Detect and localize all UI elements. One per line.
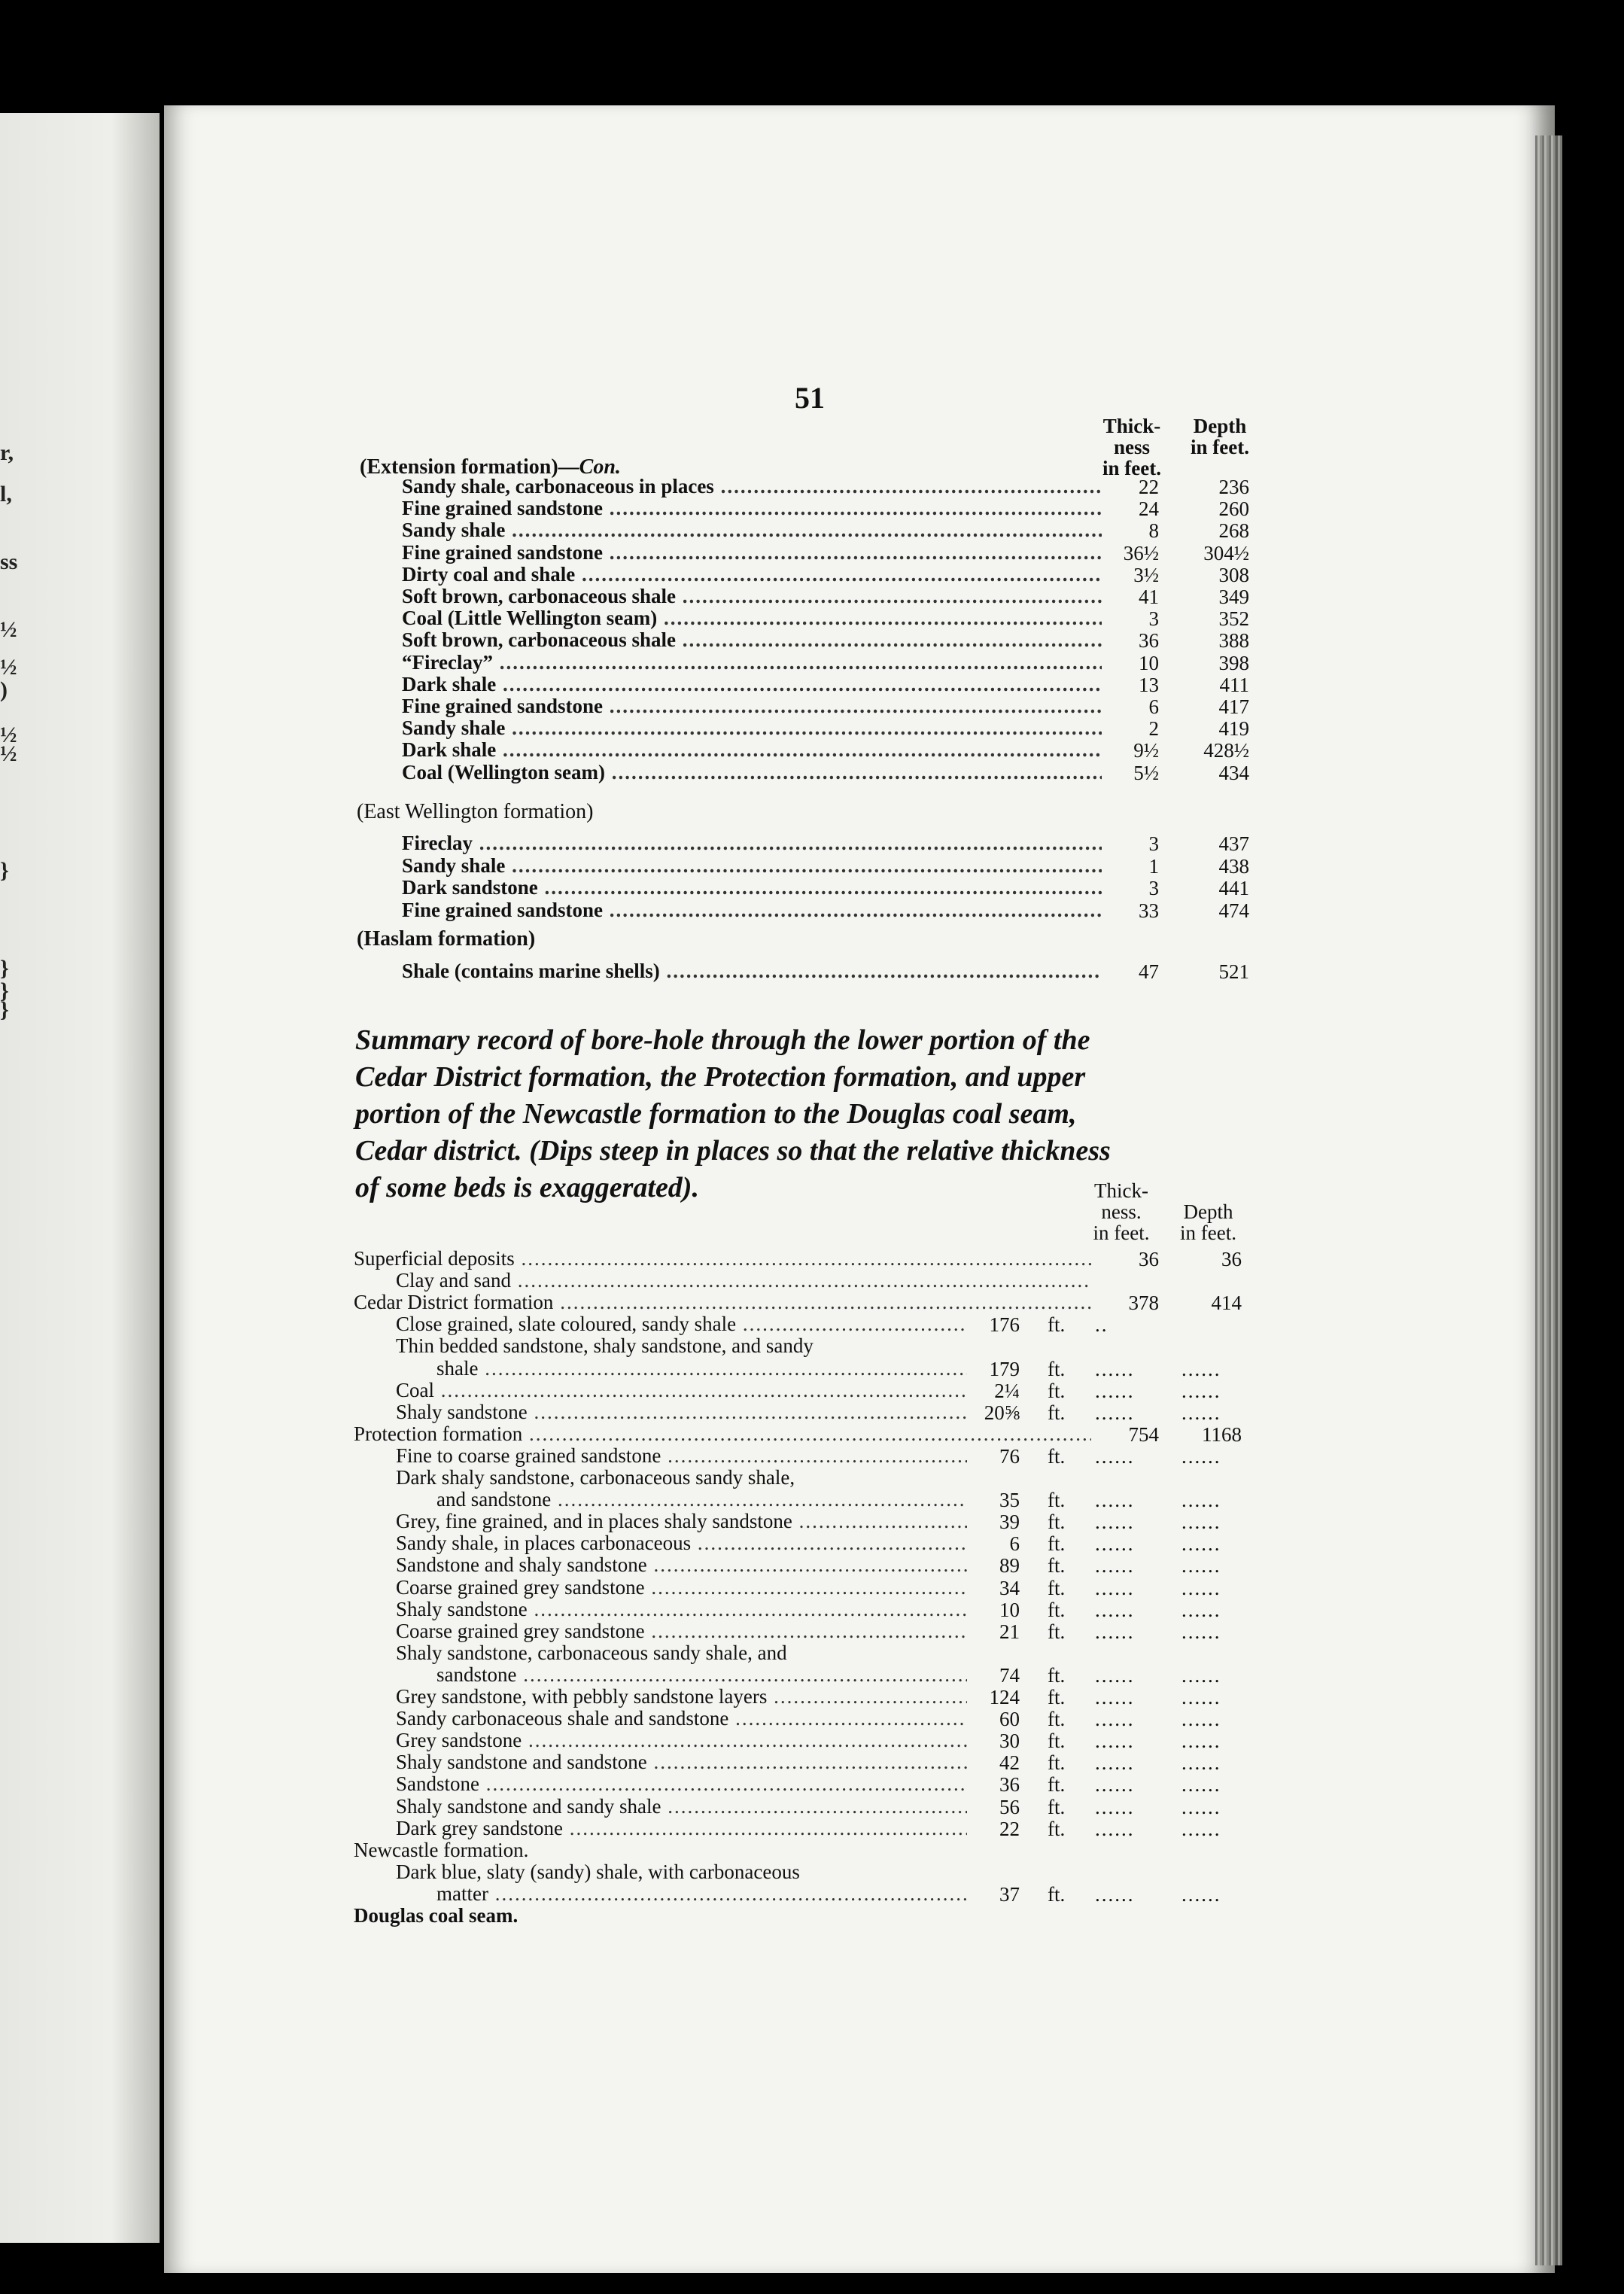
row-label: Sandy shale ..... xyxy=(402,519,1102,541)
row-label: Dark grey sandstone ..... xyxy=(396,1818,967,1839)
table-row xyxy=(396,1751,967,1773)
table-row xyxy=(396,1796,967,1818)
thickness-column-header: Thick- xyxy=(1102,415,1161,437)
sub-thickness-value: 34 xyxy=(999,1576,1020,1599)
table-row xyxy=(354,1248,1091,1270)
depth-value: ...... xyxy=(1182,1708,1221,1731)
depth-value: 349 xyxy=(1218,586,1249,608)
table-row xyxy=(396,1554,967,1576)
row-label: Grey sandstone ..... xyxy=(396,1730,967,1751)
feet-unit: ft. xyxy=(1048,1773,1066,1797)
sub-thickness-value: 76 xyxy=(999,1444,1020,1468)
table-row-label: Douglas coal seam. xyxy=(354,1904,519,1927)
extension-row xyxy=(402,519,1102,541)
feet-unit: ft. xyxy=(1048,1751,1066,1775)
table-row xyxy=(396,1686,967,1708)
thickness-value: ...... xyxy=(1095,1598,1135,1621)
left-page-fragment: ½ xyxy=(0,741,17,766)
left-page-fragment: ) xyxy=(0,677,8,702)
feet-unit: ft. xyxy=(1048,1444,1066,1468)
table-row xyxy=(436,1489,967,1511)
depth-value: ...... xyxy=(1182,1357,1221,1380)
left-page-edge xyxy=(0,113,160,2243)
row-label: Coarse grained grey sandstone ..... xyxy=(396,1620,967,1642)
row-label: shale ..... xyxy=(436,1358,967,1380)
depth-value: 434 xyxy=(1218,761,1249,784)
thickness-value: 36 xyxy=(1139,629,1159,653)
row-label: Clay and sand ..... xyxy=(396,1270,1091,1292)
depth-value: ...... xyxy=(1182,1444,1221,1468)
row-label: Coal ..... xyxy=(396,1380,967,1401)
table-row xyxy=(436,1358,967,1380)
haslam-row xyxy=(402,960,1102,982)
thickness-value: ...... xyxy=(1095,1686,1135,1708)
thickness-value: 378 xyxy=(1128,1292,1159,1315)
thickness-value: 8 xyxy=(1148,519,1159,543)
feet-unit: ft. xyxy=(1048,1576,1066,1599)
row-label: Dark sandstone ..... xyxy=(402,877,1102,899)
summary-line: Cedar district. (Dips steep in places so that the relative thickness xyxy=(355,1135,1111,1167)
row-label: Fine grained sandstone ..... xyxy=(402,695,1102,717)
table-row-label: Newcastle formation. xyxy=(354,1838,529,1861)
sub-thickness-value: 37 xyxy=(999,1882,1020,1906)
left-page-fragment: } xyxy=(0,956,9,981)
row-label: Protection formation ..... xyxy=(354,1423,1091,1445)
row-label: Fine to coarse grained sandstone ..... xyxy=(396,1445,967,1467)
depth-value: 414 xyxy=(1211,1292,1242,1315)
summary-line: portion of the Newcastle formation to the Douglas coal seam, xyxy=(355,1098,1077,1130)
thickness-value: ...... xyxy=(1095,1511,1135,1534)
thickness-value: ...... xyxy=(1095,1554,1135,1578)
thickness-value: 41 xyxy=(1139,586,1159,608)
depth-value: 304½ xyxy=(1203,541,1249,564)
row-label: Sandy carbonaceous shale and sandstone ..... xyxy=(396,1708,967,1730)
thickness-value: ...... xyxy=(1095,1751,1135,1775)
thickness-column-header: in feet. xyxy=(1093,1222,1150,1244)
depth-value: 441 xyxy=(1218,877,1249,899)
left-page-fragment: l, xyxy=(0,482,12,507)
thickness-value: ...... xyxy=(1095,1817,1135,1840)
table-row xyxy=(396,1270,1091,1292)
left-page-fragment: ½ xyxy=(0,617,17,642)
feet-unit: ft. xyxy=(1048,1511,1066,1534)
sub-thickness-value: 20⅝ xyxy=(984,1401,1020,1424)
thickness-value: 47 xyxy=(1139,960,1159,983)
feet-unit: ft. xyxy=(1048,1379,1066,1402)
row-label: Close grained, slate coloured, sandy shale ..... xyxy=(396,1313,967,1335)
row-label: Fine grained sandstone ..... xyxy=(402,899,1102,921)
row-label: Dark shale ..... xyxy=(402,739,1102,761)
thickness-value: 22 xyxy=(1139,476,1159,498)
feet-unit: ft. xyxy=(1048,1532,1066,1556)
row-label: Coarse grained grey sandstone ..... xyxy=(396,1577,967,1599)
feet-unit: ft. xyxy=(1048,1686,1066,1708)
row-label: Grey, fine grained, and in places shaly sandstone ..... xyxy=(396,1511,967,1532)
sub-thickness-value: 22 xyxy=(999,1817,1020,1840)
sub-thickness-value: 56 xyxy=(999,1795,1020,1818)
extension-row xyxy=(402,739,1102,761)
row-label: Sandstone ..... xyxy=(396,1773,967,1795)
table-row xyxy=(396,1730,967,1751)
row-label: Sandy shale, in places carbonaceous ..... xyxy=(396,1532,967,1554)
depth-value: 428½ xyxy=(1203,739,1249,762)
extension-row xyxy=(402,476,1102,497)
feet-unit: ft. xyxy=(1048,1708,1066,1731)
depth-value: 417 xyxy=(1218,695,1249,718)
depth-value: 36 xyxy=(1221,1248,1242,1270)
east-wellington-row xyxy=(402,899,1102,921)
thickness-value: 33 xyxy=(1139,899,1159,922)
table-row xyxy=(396,1532,967,1554)
depth-value: ...... xyxy=(1182,1730,1221,1753)
row-label: Dark shale ..... xyxy=(402,674,1102,695)
left-page-fragment: ½ xyxy=(0,723,17,747)
row-label: Sandstone and shaly sandstone ..... xyxy=(396,1554,967,1576)
thickness-value: ...... xyxy=(1095,1401,1135,1424)
table-row-label: Dark shaly sandstone, carbonaceous sandy shale, xyxy=(396,1466,795,1489)
sub-thickness-value: 74 xyxy=(999,1663,1020,1687)
thickness-value: ...... xyxy=(1095,1663,1135,1687)
thickness-value: ...... xyxy=(1095,1795,1135,1818)
table-row xyxy=(396,1599,967,1620)
table-row xyxy=(354,1423,1091,1445)
table-row-label: Dark blue, slaty (sandy) shale, with carbonaceous xyxy=(396,1860,800,1883)
row-label: Fine grained sandstone ..... xyxy=(402,542,1102,564)
thickness-value: ...... xyxy=(1095,1489,1135,1512)
left-page-fragment: } xyxy=(0,978,9,1003)
thickness-value: ...... xyxy=(1095,1882,1135,1906)
extension-row xyxy=(402,542,1102,564)
sub-thickness-value: 10 xyxy=(999,1598,1020,1621)
left-page-fragment: ½ xyxy=(0,655,17,680)
east-wellington-row xyxy=(402,877,1102,899)
thickness-value: .. xyxy=(1095,1313,1109,1337)
thickness-value: 10 xyxy=(1139,651,1159,674)
table-row xyxy=(396,1445,967,1467)
row-label: sandstone ..... xyxy=(436,1664,967,1686)
thickness-value: 3½ xyxy=(1133,563,1159,586)
depth-value: ...... xyxy=(1182,1576,1221,1599)
thickness-value: 13 xyxy=(1139,673,1159,696)
depth-column-header: Depth xyxy=(1193,415,1247,437)
depth-value: ...... xyxy=(1182,1511,1221,1534)
depth-value: ...... xyxy=(1182,1882,1221,1906)
page-number: 51 xyxy=(795,381,825,415)
thickness-value: ...... xyxy=(1095,1357,1135,1380)
thickness-value: 36½ xyxy=(1123,541,1159,564)
row-label: “Fireclay” ..... xyxy=(402,652,1102,674)
table-row xyxy=(354,1292,1091,1313)
row-label: Soft brown, carbonaceous shale ..... xyxy=(402,586,1102,607)
thickness-value: ...... xyxy=(1095,1620,1135,1643)
extension-row xyxy=(402,629,1102,651)
thickness-value: ...... xyxy=(1095,1444,1135,1468)
table-row xyxy=(396,1511,967,1532)
row-label: Sandy shale ..... xyxy=(402,855,1102,877)
depth-value: 236 xyxy=(1218,476,1249,498)
sub-thickness-value: 179 xyxy=(989,1357,1020,1380)
sub-thickness-value: 35 xyxy=(999,1489,1020,1512)
depth-value: ...... xyxy=(1182,1663,1221,1687)
section-heading-haslam: (Haslam formation) xyxy=(357,927,536,951)
depth-column-header: in feet. xyxy=(1191,436,1249,458)
extension-row xyxy=(402,497,1102,519)
row-label: Coal (Wellington seam) ..... xyxy=(402,762,1102,783)
depth-value: 438 xyxy=(1218,854,1249,878)
depth-value: 411 xyxy=(1219,673,1249,696)
sub-thickness-value: 89 xyxy=(999,1554,1020,1578)
thickness-value: 2 xyxy=(1148,717,1159,741)
row-label: Fine grained sandstone ..... xyxy=(402,497,1102,519)
section-heading-extension: (Extension formation)—Con. xyxy=(360,455,621,479)
table-row xyxy=(396,1380,967,1401)
extension-row xyxy=(402,762,1102,783)
thickness-column-header: in feet. xyxy=(1102,457,1161,479)
depth-value: ...... xyxy=(1182,1598,1221,1621)
row-label: Cedar District formation ..... xyxy=(354,1292,1091,1313)
east-wellington-row xyxy=(402,832,1102,854)
extension-row xyxy=(402,564,1102,586)
thickness-value: 5½ xyxy=(1133,761,1159,784)
row-label: Sandy shale, carbonaceous in places ..... xyxy=(402,476,1102,497)
depth-value: ...... xyxy=(1182,1795,1221,1818)
feet-unit: ft. xyxy=(1048,1663,1066,1687)
row-label: matter ..... xyxy=(436,1883,967,1905)
thickness-column-header: ness xyxy=(1113,436,1150,458)
depth-value: 419 xyxy=(1218,717,1249,741)
row-label: Shaly sandstone and sandy shale ..... xyxy=(396,1796,967,1818)
row-label: Shaly sandstone ..... xyxy=(396,1599,967,1620)
extension-row xyxy=(402,674,1102,695)
depth-value: ...... xyxy=(1182,1379,1221,1402)
sub-thickness-value: 36 xyxy=(999,1773,1020,1797)
thickness-value: ...... xyxy=(1095,1773,1135,1797)
depth-value: ...... xyxy=(1182,1554,1221,1578)
depth-value: 474 xyxy=(1218,899,1249,922)
table-row xyxy=(396,1708,967,1730)
feet-unit: ft. xyxy=(1048,1817,1066,1840)
depth-value: 388 xyxy=(1218,629,1249,653)
feet-unit: ft. xyxy=(1048,1795,1066,1818)
depth-value: ...... xyxy=(1182,1686,1221,1708)
feet-unit: ft. xyxy=(1048,1730,1066,1753)
feet-unit: ft. xyxy=(1048,1401,1066,1424)
thickness-value: ...... xyxy=(1095,1532,1135,1556)
depth-value: ...... xyxy=(1182,1532,1221,1556)
extension-row xyxy=(402,717,1102,739)
extension-row xyxy=(402,607,1102,629)
table-row xyxy=(396,1577,967,1599)
table-row xyxy=(396,1401,967,1423)
thickness-value: 3 xyxy=(1148,877,1159,899)
depth-value: 398 xyxy=(1218,651,1249,674)
sub-thickness-value: 2¼ xyxy=(994,1379,1020,1402)
summary-line: Summary record of bore-hole through the lower portion of the xyxy=(355,1024,1090,1056)
sub-thickness-value: 124 xyxy=(989,1686,1020,1708)
depth-value: ...... xyxy=(1182,1620,1221,1643)
continued-abbrev: Con. xyxy=(579,455,621,479)
row-label: Shale (contains marine shells) ..... xyxy=(402,960,1102,982)
table-row xyxy=(396,1313,967,1335)
thickness-value: 6 xyxy=(1148,695,1159,718)
depth-column-header: Depth xyxy=(1183,1200,1233,1223)
row-label: and sandstone ..... xyxy=(436,1489,967,1511)
table-row xyxy=(396,1620,967,1642)
summary-line: of some beds is exaggerated). xyxy=(355,1172,699,1203)
feet-unit: ft. xyxy=(1048,1882,1066,1906)
thickness-column-header: ness. xyxy=(1101,1200,1142,1223)
depth-value: ...... xyxy=(1182,1817,1221,1840)
extension-row xyxy=(402,695,1102,717)
thickness-value: ...... xyxy=(1095,1730,1135,1753)
extension-row xyxy=(402,586,1102,607)
depth-value: 521 xyxy=(1218,960,1249,983)
table-row xyxy=(396,1773,967,1795)
table-row xyxy=(396,1818,967,1839)
feet-unit: ft. xyxy=(1048,1357,1066,1380)
depth-value: 308 xyxy=(1218,563,1249,586)
depth-value: ...... xyxy=(1182,1489,1221,1512)
feet-unit: ft. xyxy=(1048,1554,1066,1578)
depth-value: 1168 xyxy=(1202,1422,1242,1446)
depth-value: 260 xyxy=(1218,497,1249,521)
table-row-label: Shaly sandstone, carbonaceous sandy shale, and xyxy=(396,1641,787,1664)
thickness-value: 24 xyxy=(1139,497,1159,521)
thickness-column-header: Thick- xyxy=(1094,1179,1148,1202)
depth-value: ...... xyxy=(1182,1401,1221,1424)
thickness-value: ...... xyxy=(1095,1379,1135,1402)
sub-thickness-value: 42 xyxy=(999,1751,1020,1775)
row-label: Superficial deposits ..... xyxy=(354,1248,1091,1270)
row-label: Fireclay ..... xyxy=(402,832,1102,854)
thickness-value: ...... xyxy=(1095,1708,1135,1731)
feet-unit: ft. xyxy=(1048,1489,1066,1512)
east-wellington-row xyxy=(402,855,1102,877)
sub-thickness-value: 39 xyxy=(999,1511,1020,1534)
depth-value: 437 xyxy=(1218,832,1249,855)
left-page-fragment: ss xyxy=(0,549,18,574)
row-label: Coal (Little Wellington seam) ..... xyxy=(402,607,1102,629)
depth-value: ...... xyxy=(1182,1751,1221,1775)
depth-value: ...... xyxy=(1182,1773,1221,1797)
depth-column-header: in feet. xyxy=(1180,1222,1236,1244)
row-label: Shaly sandstone ..... xyxy=(396,1401,967,1423)
depth-value: 352 xyxy=(1218,607,1249,631)
thickness-value: 1 xyxy=(1148,854,1159,878)
row-label: Grey sandstone, with pebbly sandstone layers ..... xyxy=(396,1686,967,1708)
sub-thickness-value: 6 xyxy=(1009,1532,1020,1556)
thickness-value: 3 xyxy=(1148,607,1159,631)
thickness-value: ...... xyxy=(1095,1576,1135,1599)
section-heading-east-wellington: (East Wellington formation) xyxy=(357,800,594,823)
thickness-value: 3 xyxy=(1148,832,1159,855)
extension-row xyxy=(402,652,1102,674)
row-label: Shaly sandstone and sandstone ..... xyxy=(396,1751,967,1773)
row-label: Soft brown, carbonaceous shale ..... xyxy=(402,629,1102,651)
sub-thickness-value: 60 xyxy=(999,1708,1020,1731)
thickness-value: 754 xyxy=(1128,1422,1159,1446)
left-page-fragment: r, xyxy=(0,440,14,465)
feet-unit: ft. xyxy=(1048,1620,1066,1643)
sub-thickness-value: 30 xyxy=(999,1730,1020,1753)
summary-line: Cedar District formation, the Protection formation, and upper xyxy=(355,1061,1086,1093)
left-page-fragment: } xyxy=(0,997,9,1022)
table-row xyxy=(436,1883,967,1905)
table-row-label: Thin bedded sandstone, shaly sandstone, and sandy xyxy=(396,1334,814,1358)
row-label: Dirty coal and shale ..... xyxy=(402,564,1102,586)
sub-thickness-value: 21 xyxy=(999,1620,1020,1643)
table-row xyxy=(436,1664,967,1686)
thickness-value: 36 xyxy=(1139,1248,1159,1270)
page-stack-edge xyxy=(1535,135,1562,2265)
depth-value: 268 xyxy=(1218,519,1249,543)
left-page-fragment: } xyxy=(0,858,9,883)
sub-thickness-value: 176 xyxy=(989,1313,1020,1337)
feet-unit: ft. xyxy=(1048,1313,1066,1337)
row-label: Sandy shale ..... xyxy=(402,717,1102,739)
feet-unit: ft. xyxy=(1048,1598,1066,1621)
thickness-value: 9½ xyxy=(1133,739,1159,762)
